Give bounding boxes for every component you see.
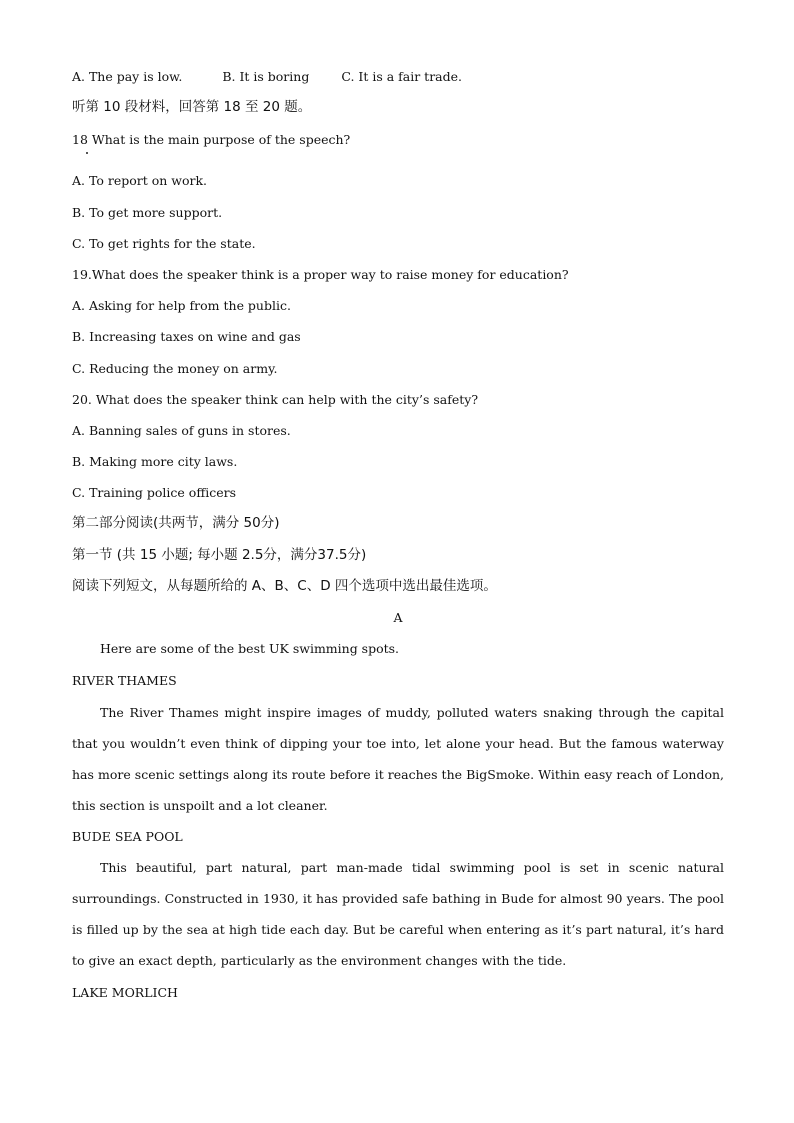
q18-option-b: B. To get more support.	[72, 205, 223, 220]
stray-mark	[86, 152, 88, 154]
q19-option-b: B. Increasing taxes on wine and gas	[72, 329, 301, 344]
q20-question: 20. What does the speaker think can help with the city’s safety?	[72, 392, 479, 407]
q19-question: 19.What does the speaker think is a proper way to raise money for education?	[72, 267, 569, 282]
q17-option-b: B. It is boring	[222, 69, 310, 84]
q20-option-a: A. Banning sales of guns in stores.	[72, 423, 291, 438]
q20-option-c: C. Training police officers	[72, 485, 236, 500]
q18-option-a: A. To report on work.	[72, 173, 208, 188]
passage-intro: Here are some of the best UK swimming spots.	[100, 641, 400, 656]
passage-label: A	[393, 610, 403, 625]
section-body-bude-sea-pool: This beautiful, part natural, part man-made tidal swimming pool is set in scenic natural surroundings. Constructed in 1930, it has provided safe bathing in Bude for almost 90 years. The pool is filled up by the sea at high tide each day. But be careful when entering as it’s part natural, it’s hard to give an exact depth, particularly as the environment changes with the tide.	[72, 860, 724, 968]
q20-option-b: B. Making more city laws.	[72, 454, 238, 469]
section-body-river-thames: The River Thames might inspire images of muddy, polluted waters snaking through the capital that you wouldn’t even think of dipping your toe into, let alone your head. But the famous waterway has more scenic settings along its route before it reaches the BigSmoke. Within easy reach of London, this section is unspoilt and a lot cleaner.	[72, 705, 724, 813]
part2-section1: 第一节 (共 15 小题; 每小题 2.5分，满分37.5分)	[72, 547, 367, 563]
section10-instruction: 听第 10 段材料，回答第 18 至 20 题。	[72, 99, 312, 115]
q19-option-a: A. Asking for help from the public.	[72, 298, 291, 313]
q17-option-a: A. The pay is low.	[72, 69, 183, 84]
part2-title: 第二部分阅读(共两节，满分 50分)	[72, 515, 280, 531]
q17-options-row	[72, 69, 462, 85]
q18-question: 18 What is the main purpose of the speech?	[72, 132, 351, 147]
section-heading-lake-morlich: LAKE MORLICH	[72, 985, 178, 1000]
q18-option-c: C. To get rights for the state.	[72, 236, 256, 251]
q17-option-c: C. It is a fair trade.	[341, 69, 463, 84]
part2-instruction: 阅读下列短文，从每题所给的 A、B、C、D 四个选项中选出最佳选项。	[72, 578, 497, 594]
section-heading-bude-sea-pool: BUDE SEA POOL	[72, 829, 183, 844]
q19-option-c: C. Reducing the money on army.	[72, 361, 278, 376]
section-heading-river-thames: RIVER THAMES	[72, 673, 177, 688]
